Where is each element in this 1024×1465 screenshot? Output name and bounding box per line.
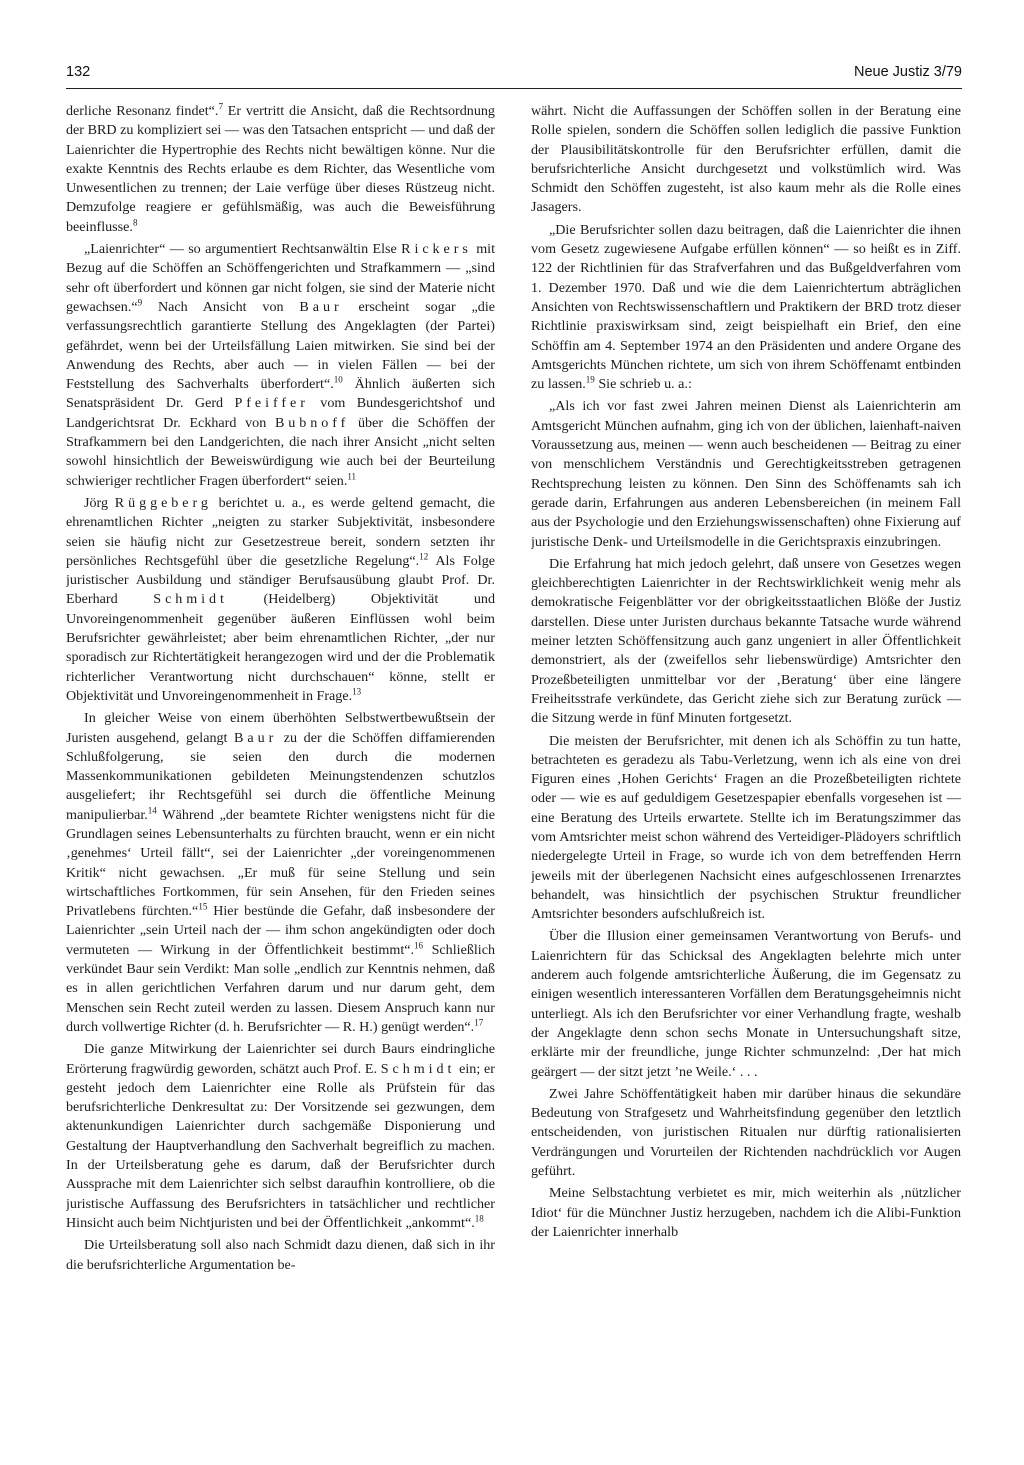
paragraph: Meine Selbstachtung verbietet es mir, mich weiterhin als ‚nützlicher Idiot‘ für die Münchner Justiz herzugeben, nachdem ich die Alibi-Funktion der Laienrichter innerhalb xyxy=(531,1185,961,1240)
left-column xyxy=(66,102,495,1422)
paragraph: Die meisten der Berufsrichter, mit denen ich als Schöffin zu tun hatte, betrachteten es geradezu als Tabu-Verletzung, wenn ich als eine von drei Figuren eines ‚Hohen Gerichts‘ Fragen an die Prozeßbeteiligten richtete oder — wie es auf geduldigem Gesetzespapier ebenfalls vorgesehen ist — eine Beratung des Urteils erwartete. Stellte ich im Beratungszimmer das vom Amtsrichter meist schon während des Verteidiger-Plädoyers schriftlich niedergelegte Urteil in Frage, so wurde ich von dem betreffenden Herrn jeweils mit der überlegenen Nachsicht eines aufgeschlossenen Irrenarztes behandelt, was hinsichtlich der psychischen Struktur freundlicher Amtsrichter besonders aufschlußreich ist. xyxy=(531,732,961,923)
paragraph: „Als ich vor fast zwei Jahren meinen Dienst als Laienrichterin am Amtsgericht München aufnahm, ging ich von der üblichen, laienhaft-naiven Voraussetzung aus, meinen — wenn auch bescheidenen — Beitrag zu einer von menschlichem Verständnis und Gerechtigkeitsstreben getragenen Rechtsprechung leisten zu können. Den Sinn des Schöffenamts sah ich gerade darin, Erfahrungen aus anderen Lebensbereichen (in meinem Fall aus der Psychologie und den Erziehungswissenschaften) ohne Fixierung auf juristische Denk- und Urteilsmodelle in die Gerichtspraxis einzubringen. xyxy=(531,398,961,550)
paragraph: Über die Illusion einer gemeinsamen Verantwortung von Berufs- und Laienrichtern für das Schicksal des Angeklagten belehrte mich unter anderem auch folgende amtsrichterliche Äußerung, die im Gegensatz zu einigen wesentlich interessanteren Vorfällen dem Beratungsgeheimnis nicht unterliegt. Als ich den Berufsrichter vor einer Verhandlung fragte, weshalb der Angeklagte denn schon sechs Monate in Untersuchungshaft sitze, erklärte mir der freundliche, junge Richter schmunzelnd: ‚Der hat mich geärgert — der sitzt jetzt ’ne Weile.‘ . . . xyxy=(531,928,961,1080)
paragraph: „Die Berufsrichter sollen dazu beitragen, daß die Laienrichter die ihnen vom Gesetz zugewiesene Aufgabe erfüllen können“ — so heißt es in Ziff. 122 der Richtlinien für das Strafverfahren und das Bußgeldverfahren vom 1. Dezember 1970. Daß und wie die dem Laienrichtertum abträglichen Ansichten von Rechtswissenschaftlern und Praktikern der BRD trotz dieser Richtlinie praxiswirksam sind, zeigt beispielhaft ein Brief, den eine Schöffin am 4. September 1974 an den Präsidenten und andere Organe des Amtsgerichts München richtete, um sich von ihrem Schöffenamt entbinden zu lassen.$^{19}$ Sie schrieb u. a.: xyxy=(531,221,961,393)
paragraph: Die ganze Mitwirkung der Laienrichter sei durch Baurs eindringliche Erörterung fragwürdig geworden, schätzt auch Prof. E. Schmidt ein; er gesteht jedoch dem Laienrichter eine Rolle als Prüfstein für das berufsrichterliche Denkresultat zu: Der Vorsitzende sei gezwungen, dem aktenunkundigen Laienrichter durch sachgemäße Disponierung und Gestaltung der Hauptverhandlung den Sachverhalt begreiflich zu machen. In der Urteilsberatung gehe es darum, daß der Berufsrichter durch Aussprache mit dem Laienrichter sich selbst daraufhin kontrolliere, ob die juristische Auffassung des Berufsrichters in tatsächlicher und rechtlicher Hinsicht auch beim Nichtjuristen und bei der Öffentlichkeit „ankommt“.$^{18}$ xyxy=(66,1041,495,1231)
journal-issue: Neue Justiz 3/79 xyxy=(853,64,962,80)
right-column xyxy=(531,102,961,1422)
paragraph: „Laienrichter“ — so argumentiert Rechtsanwältin Else Rickers mit Bezug auf die Schöffen an Schöffengerichten und Strafkammern — „sind sehr oft überfordert und können gar nicht folgen, sie sind der Materie nicht gewachsen.“$^9$ Nach Ansicht von Baur erscheint sogar „die verfassungsrechtlich garantierte Stellung des Angeklagten (der Partei) gefährdet, wenn bei der Urteilsfällung Laien mitwirken. Sie sind bei der Anwendung des Rechts, aber auch — in vielen Fällen — bei der Feststellung des Sachverhalts überfordert“.$^{10}$ Ähnlich äußerten sich Senatspräsident Dr. Gerd Pfeiffer vom Bundesgerichtshof und Landgerichtsrat Dr. Eckhard von Bubnoff über die Schöffen der Strafkammern bei den Landgerichten, die nach ihrer Ansicht „nicht selten sowohl hinsichtlich der Beweiswürdigung wie auch bei der Beurteilung schwieriger rechtlicher Fragen überfordert“ seien.$^{11}$ xyxy=(66,241,495,489)
paragraph: Jörg Rüggeberg berichtet u. a., es werde geltend gemacht, die ehrenamtlichen Richter „neigten zu starker Subjektivität, insbesondere seien sie häufig nicht zur Gesetzestreue bereit, sondern setzten ihr persönliches Rechtsgefühl über die gesetzliche Regelung“.$^{12}$ Als Folge juristischer Ausbildung und ständiger Berufsausübung glaubt Prof. Dr. Eberhard Schmidt (Heidelberg) Objektivität und Unvoreingenommenheit gegenüber äußeren Einflüssen wohl beim Berufsrichter gewährleistet; aber beim ehrenamtlichen Richter, „der nur sporadisch zur Richtertätigkeit herangezogen wird und der die Problematik richterlicher Verantwortung nicht durchschauen“ könne, stellt er Objektivität und Unvoreingenommenheit in Frage.$^{13}$ xyxy=(66,494,495,704)
paragraph: Die Erfahrung hat mich jedoch gelehrt, daß unsere von Gesetzes wegen gleichberechtigten Laienrichter in der Rechtswirklichkeit wenig mehr als demokratische Feigenblätter vor der obrigkeitsstaatlichen Blöße der Justiz darstellen. Diese unter Juristen durchaus bekannte Tatsache wurde während meiner letzten Schöffensitzung auch ganz ungeniert in aller Öffentlichkeit demonstriert, als der (zweifellos sehr liebenswürdige) Amtsrichter den Prozeßbeteiligten unmittelbar vor der ‚Beratung‘ über eine längere Freiheitsstrafe verkündete, das Gericht ziehe sich zur Beratung zurück — die Sitzung werde in fünf Minuten fortgesetzt. xyxy=(531,555,961,727)
paragraph: In gleicher Weise von einem überhöhten Selbstwertbewußtsein der Juristen ausgehend, gelangt Baur zu der die Schöffen diffamierenden Schlußfolgerung, sie seien den durch die modernen Massenkommunikationen gebildeten Meinungstendenzen schutzlos ausgeliefert; ihr Rechtsgefühl sei durch die öffentliche Meinung manipulierbar.$^{14}$ Während „der beamtete Richter wenigstens nicht für die Grundlagen seines Lebensunterhalts zu fürchten braucht, wenn er ein nicht ‚genehmes‘ Urteil fällt“, sei der Laienrichter „der voreingenommenen Kritik“ nicht gewachsen. „Er muß für seine Stellung und sein wirtschaftliches Fortkommen, für sein Ansehen, für den Frieden seines Privatlebens fürchten.“$^{15}$ Hier bestünde die Gefahr, daß insbesondere der Laienrichter „sein Urteil nach der — ihm schon angekündigten oder doch vermuteten — Wirkung in der Öffentlichkeit bestimmt“.$^{16}$ Schließlich verkündet Baur sein Verdikt: Man solle „endlich zur Kenntnis nehmen, daß es in allen gerichtlichen Verfahren darum und nur darum geht, dem Menschen sein Recht zuteil werden zu lassen. Diesem Anspruch kann nur durch vollwertige Richter (d. h. Berufsrichter — R. H.) genügt werden“.$^{17}$ xyxy=(66,710,495,1035)
paragraph: Zwei Jahre Schöffentätigkeit haben mir darüber hinaus die sekundäre Bedeutung von Strafgesetz und Wahrheitsfindung gegenüber den letztlich entscheidenden, von juristischen Ritualen nur dürftig rationalisierten Verdrängungen und Vorurteilen der Richtenden nachdrücklich vor Augen geführt. xyxy=(531,1085,961,1180)
header-rule xyxy=(66,88,962,89)
paragraph: währt. Nicht die Auffassungen der Schöffen sollen in der Beratung eine Rolle spielen, sondern die Schöffen sollen lediglich die passive Funktion der Plausibilitätskontrolle für den Berufsrichter erfüllen, damit die berufsrichterliche Ansicht durchgesetzt und volkstümlich wird. Was Schmidt den Schöffen zugesteht, ist also kaum mehr als die Rolle eines Jasagers. xyxy=(531,103,961,216)
page-header xyxy=(66,64,962,90)
page-number: 132 xyxy=(66,64,91,80)
paragraph: derliche Resonanz findet“.$^7$ Er vertritt die Ansicht, daß die Rechtsordnung der BRD zu kompliziert sei — was den Tatsachen entspricht — und daß der Laienrichter die Hypertrophie des Rechts nicht bewältigen könne. Nur die exakte Kenntnis des Rechts erlaube es dem Richter, das Wesentliche vom Unwesentlichen zu trennen; der Laie verfüge über dieses Rüstzeug nicht. Demzufolge reagiere er gefühlsmäßig, was auch die Beweisführung beeinflusse.$^8$ xyxy=(66,102,495,235)
paragraph: Die Urteilsberatung soll also nach Schmidt dazu dienen, daß sich in ihr die berufsrichterliche Argumentation be- xyxy=(66,1237,495,1273)
